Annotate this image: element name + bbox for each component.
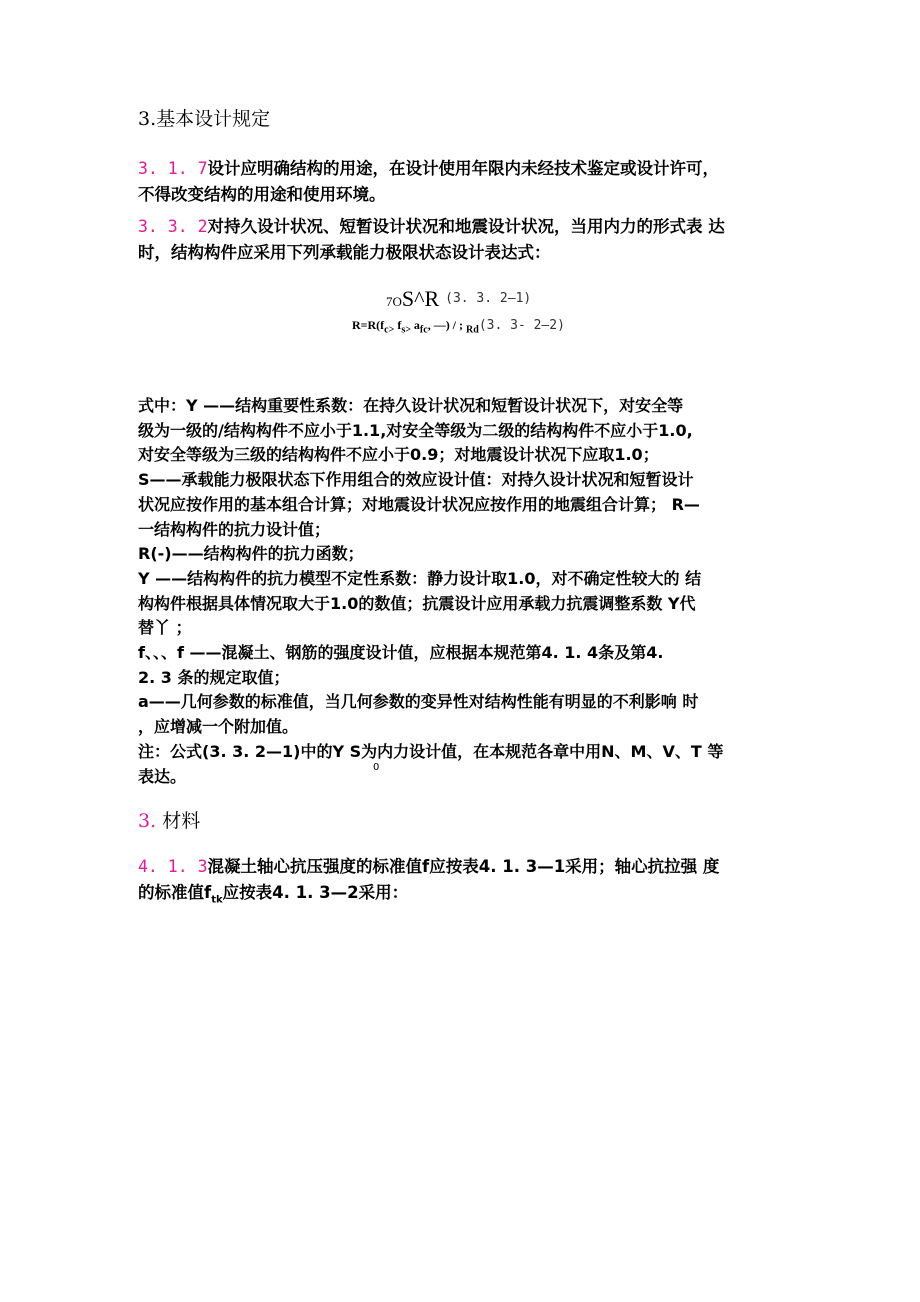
note-line: 2. 3 条的规定取值； xyxy=(138,667,290,687)
clause-4-1-3 xyxy=(138,854,798,913)
clause-text-line: 设计应明确结构的用途，在设计使用年限内未经技术鉴定或设计许可， xyxy=(207,159,720,178)
note-line: 一结构构件的抗力设计值； xyxy=(138,519,331,539)
formula-code: (3. 3- 2—2) xyxy=(478,318,565,333)
clause-number: 3. 1. 7 xyxy=(138,159,208,178)
formula-body: S^R xyxy=(401,286,440,311)
note-line: S——承载能力极限状态下作用组合的效应设计值：对持久设计状况和短暂设计 xyxy=(138,470,694,490)
note-line: 注：公式(3. 3. 2—1)中的Y S为内力设计值，在本规范各章中用N、M、V、T 等 xyxy=(138,741,724,761)
note-line: R(-)——结构构件的抗力函数； xyxy=(138,544,364,564)
note-line: 式中：Y ——结构重要性系数：在持久设计状况和短暂设计状况下，对安全等 xyxy=(138,396,684,415)
note-line: f、、、f ——混凝土、钢筋的强度设计值，应根据本规范第4. 1. 4条及第4. xyxy=(138,643,664,663)
clause-text-line: 不得改变结构的用途和使用环境。 xyxy=(138,185,386,204)
notes-block xyxy=(138,394,798,789)
clause-text-line: 的标准值f xyxy=(138,883,212,902)
note-superscript: 0 xyxy=(373,762,380,773)
note-line: 对安全等级为三级的结构构件不应小于0.9；对地震设计状况下应取1.0； xyxy=(138,445,659,465)
clause-3-1-7 xyxy=(138,156,798,208)
formula-code: (3. 3. 2—1) xyxy=(445,291,532,306)
note-line: 级为一级的/结构构件不应小于1.1,对安全等级为二级的结构构件不应小于1.0, xyxy=(138,420,693,440)
note-line: 构构件根据具体情况取大于1.0的数值；抗震设计应用承载力抗震调整系数 Y代 xyxy=(138,593,696,613)
section-number: 3. xyxy=(138,810,157,832)
clause-3-3-2 xyxy=(138,214,798,266)
materials-heading xyxy=(138,806,200,833)
formula-body: R=R(f xyxy=(352,318,385,332)
formula-3-3-2-2: $R=R(f_{c>}$ $f_{s>}$ $a_{fc}$, —) / ; $_{Rd}$(3. 3- 2—2) xyxy=(352,318,565,336)
section-heading: 3.基本设计规定 xyxy=(138,108,271,130)
note-line: a——几何参数的标准值，当几何参数的变异性对结构性能有明显的不利影响 时 xyxy=(138,692,699,712)
section-title: 材料 xyxy=(162,810,201,832)
clause-text-line: 对持久设计状况、短暂设计状况和地震设计状况，当用内力的形式表 达 xyxy=(207,217,725,236)
note-line: 状况应按作用的基本组合计算；对地震设计状况应按作用的地震组合计算； R— xyxy=(138,494,700,514)
note-line: 替丫 ； xyxy=(138,618,192,638)
note-line: ，应增减一个附加值。 xyxy=(138,717,299,737)
formula-subscript: 7O xyxy=(386,294,402,309)
clause-number: 3. 3. 2 xyxy=(138,217,208,236)
note-line: Y ——结构构件的抗力模型不定性系数：静力设计取1.0，对不确定性较大的 结 xyxy=(138,568,702,588)
clause-number: 4. 1. 3 xyxy=(138,857,208,876)
clause-text-line: 应按表4. 1. 3—2采用： xyxy=(222,883,409,902)
clause-text-line: 时，结构构件应采用下列承载能力极限状态设计表达式： xyxy=(138,243,551,262)
note-line: 表达。 xyxy=(138,766,187,786)
formula-3-3-2-1 xyxy=(386,286,531,312)
clause-text-line: 混凝土轴心抗压强度的标准值f应按表4. 1. 3—1采用；轴心抗拉强 度 xyxy=(207,857,720,876)
clause-subscript: tk xyxy=(211,894,223,906)
